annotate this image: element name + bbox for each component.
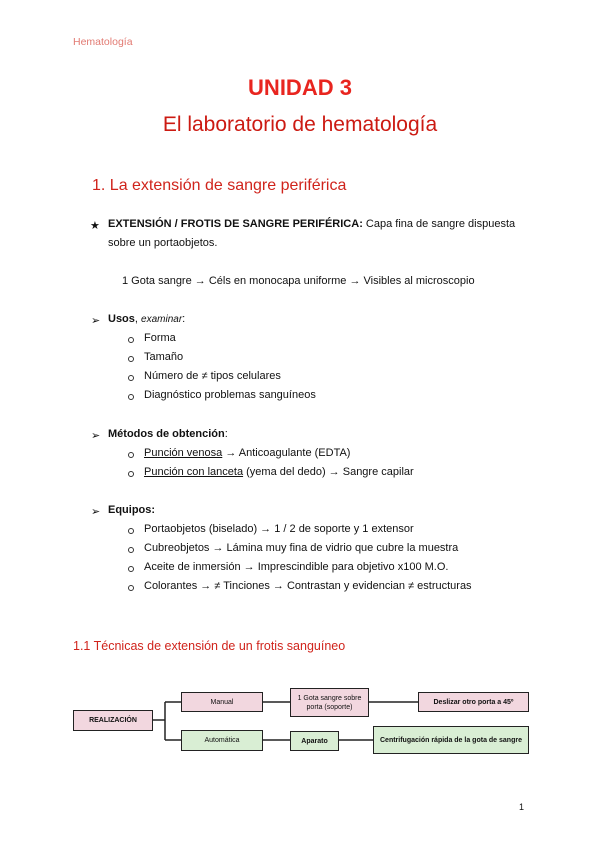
equipos-item: Aceite de inmersión → Imprescindible para objetivo x100 M.O. [144,561,449,573]
aparato-box: Aparato [290,731,339,751]
gota-box: 1 Gota sangre sobre porta (soporte) [290,688,369,717]
arrow-bullet-icon: ➢ [91,315,101,327]
realizacion-box: REALIZACIÓN [73,710,153,731]
usos-item: Número de ≠ tipos celulares [144,370,281,382]
arrow-bullet-icon: ➢ [91,506,101,518]
section-1-1-heading: 1.1 Técnicas de extensión de un frotis sanguíneo [73,639,346,653]
page-header: Hematología [73,36,133,48]
metodos-label: Métodos de obtención [108,428,225,440]
usos-item: Forma [144,332,176,344]
equipos-heading: Equipos: [108,504,156,516]
manual-box: Manual [181,692,263,712]
metodos-item-rest: → Anticoagulante (EDTA) [222,447,351,459]
usos-label: Usos [108,313,135,325]
star-bullet-icon: ★ [90,220,100,232]
section-1-heading: 1. La extensión de sangre periférica [92,177,347,194]
metodos-item-rest: (yema del dedo) → Sangre capilar [243,466,414,478]
unit-title: UNIDAD 3 [248,75,352,100]
usos-item: Tamaño [144,351,184,363]
usos-colon: : [182,313,186,325]
metodos-colon: : [224,428,228,440]
unit-subtitle: El laboratorio de hematología [162,113,438,136]
definition-text-1: Capa fina de sangre dispuesta [362,218,516,230]
process-line: 1 Gota sangre → Céls en monocapa uniforme → Visibles al microscopio [122,275,475,287]
usos-examinar: examinar [141,314,183,325]
deslizar-box: Deslizar otro porta a 45º [418,692,529,712]
metodos-item-underlined: Punción con lanceta [144,466,244,478]
automatica-box: Automática [181,730,263,751]
equipos-item: Portaobjetos (biselado) → 1 / 2 de soporte y 1 extensor [144,523,414,535]
centrifugacion-box: Centrifugación rápida de la gota de sangre [373,726,529,754]
page-number: 1 [518,802,524,812]
usos-item: Diagnóstico problemas sanguíneos [144,389,316,401]
definition-term: EXTENSIÓN / FROTIS DE SANGRE PERIFÉRICA: [108,218,363,230]
usos-suffix: , [134,313,142,325]
equipos-item: Colorantes → ≠ Tinciones → Contrastan y evidencian ≠ estructuras [144,580,472,592]
equipos-item: Cubreobjetos → Lámina muy fina de vidrio que cubre la muestra [144,542,459,554]
metodos-item-underlined: Punción venosa [144,447,223,459]
arrow-bullet-icon: ➢ [91,430,101,442]
definition-text-2: sobre un portaobjetos. [108,237,218,249]
